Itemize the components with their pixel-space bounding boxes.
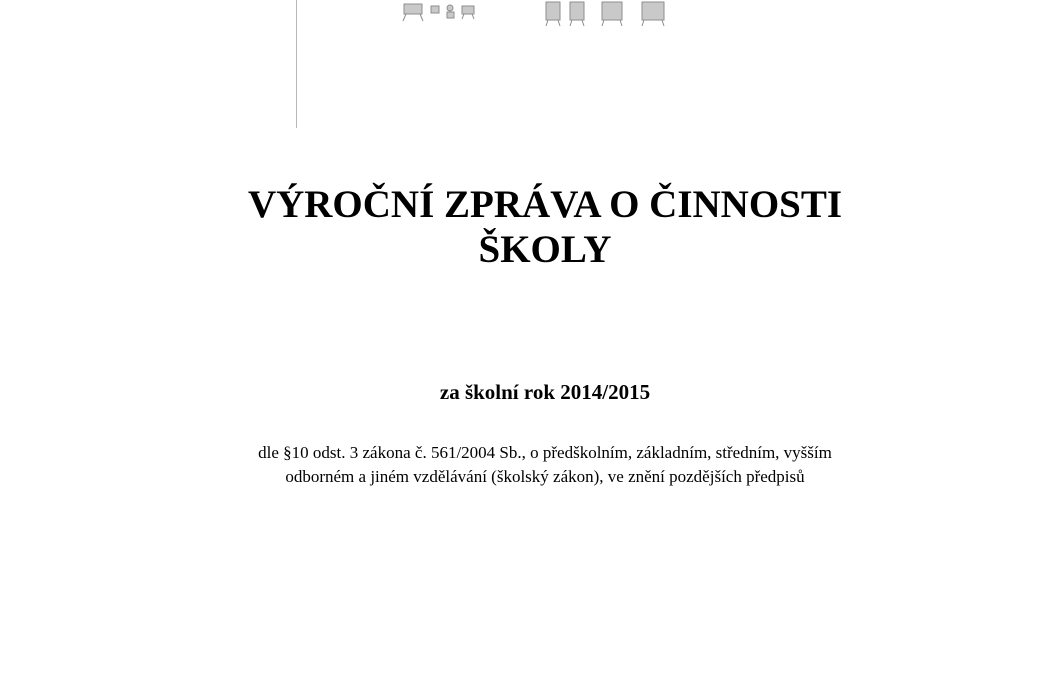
report-title-line-1: VÝROČNÍ ZPRÁVA O ČINNOSTI [247,183,843,226]
vertical-divider-line [296,0,297,128]
report-title-line-2: ŠKOLY [478,228,612,271]
legal-basis-line-2: odborném a jiném vzdělávání (školský zákon), ve znění pozdějších předpisů [285,467,805,486]
legal-basis-text [0,441,1058,489]
report-title [0,182,1058,272]
school-logo-fragment [398,0,673,28]
legal-basis-line-1: dle §10 odst. 3 zákona č. 561/2004 Sb., o předškolním, základním, středním, vyšším [258,443,832,462]
school-year-subtitle: za školní rok 2014/2015 [439,380,651,404]
